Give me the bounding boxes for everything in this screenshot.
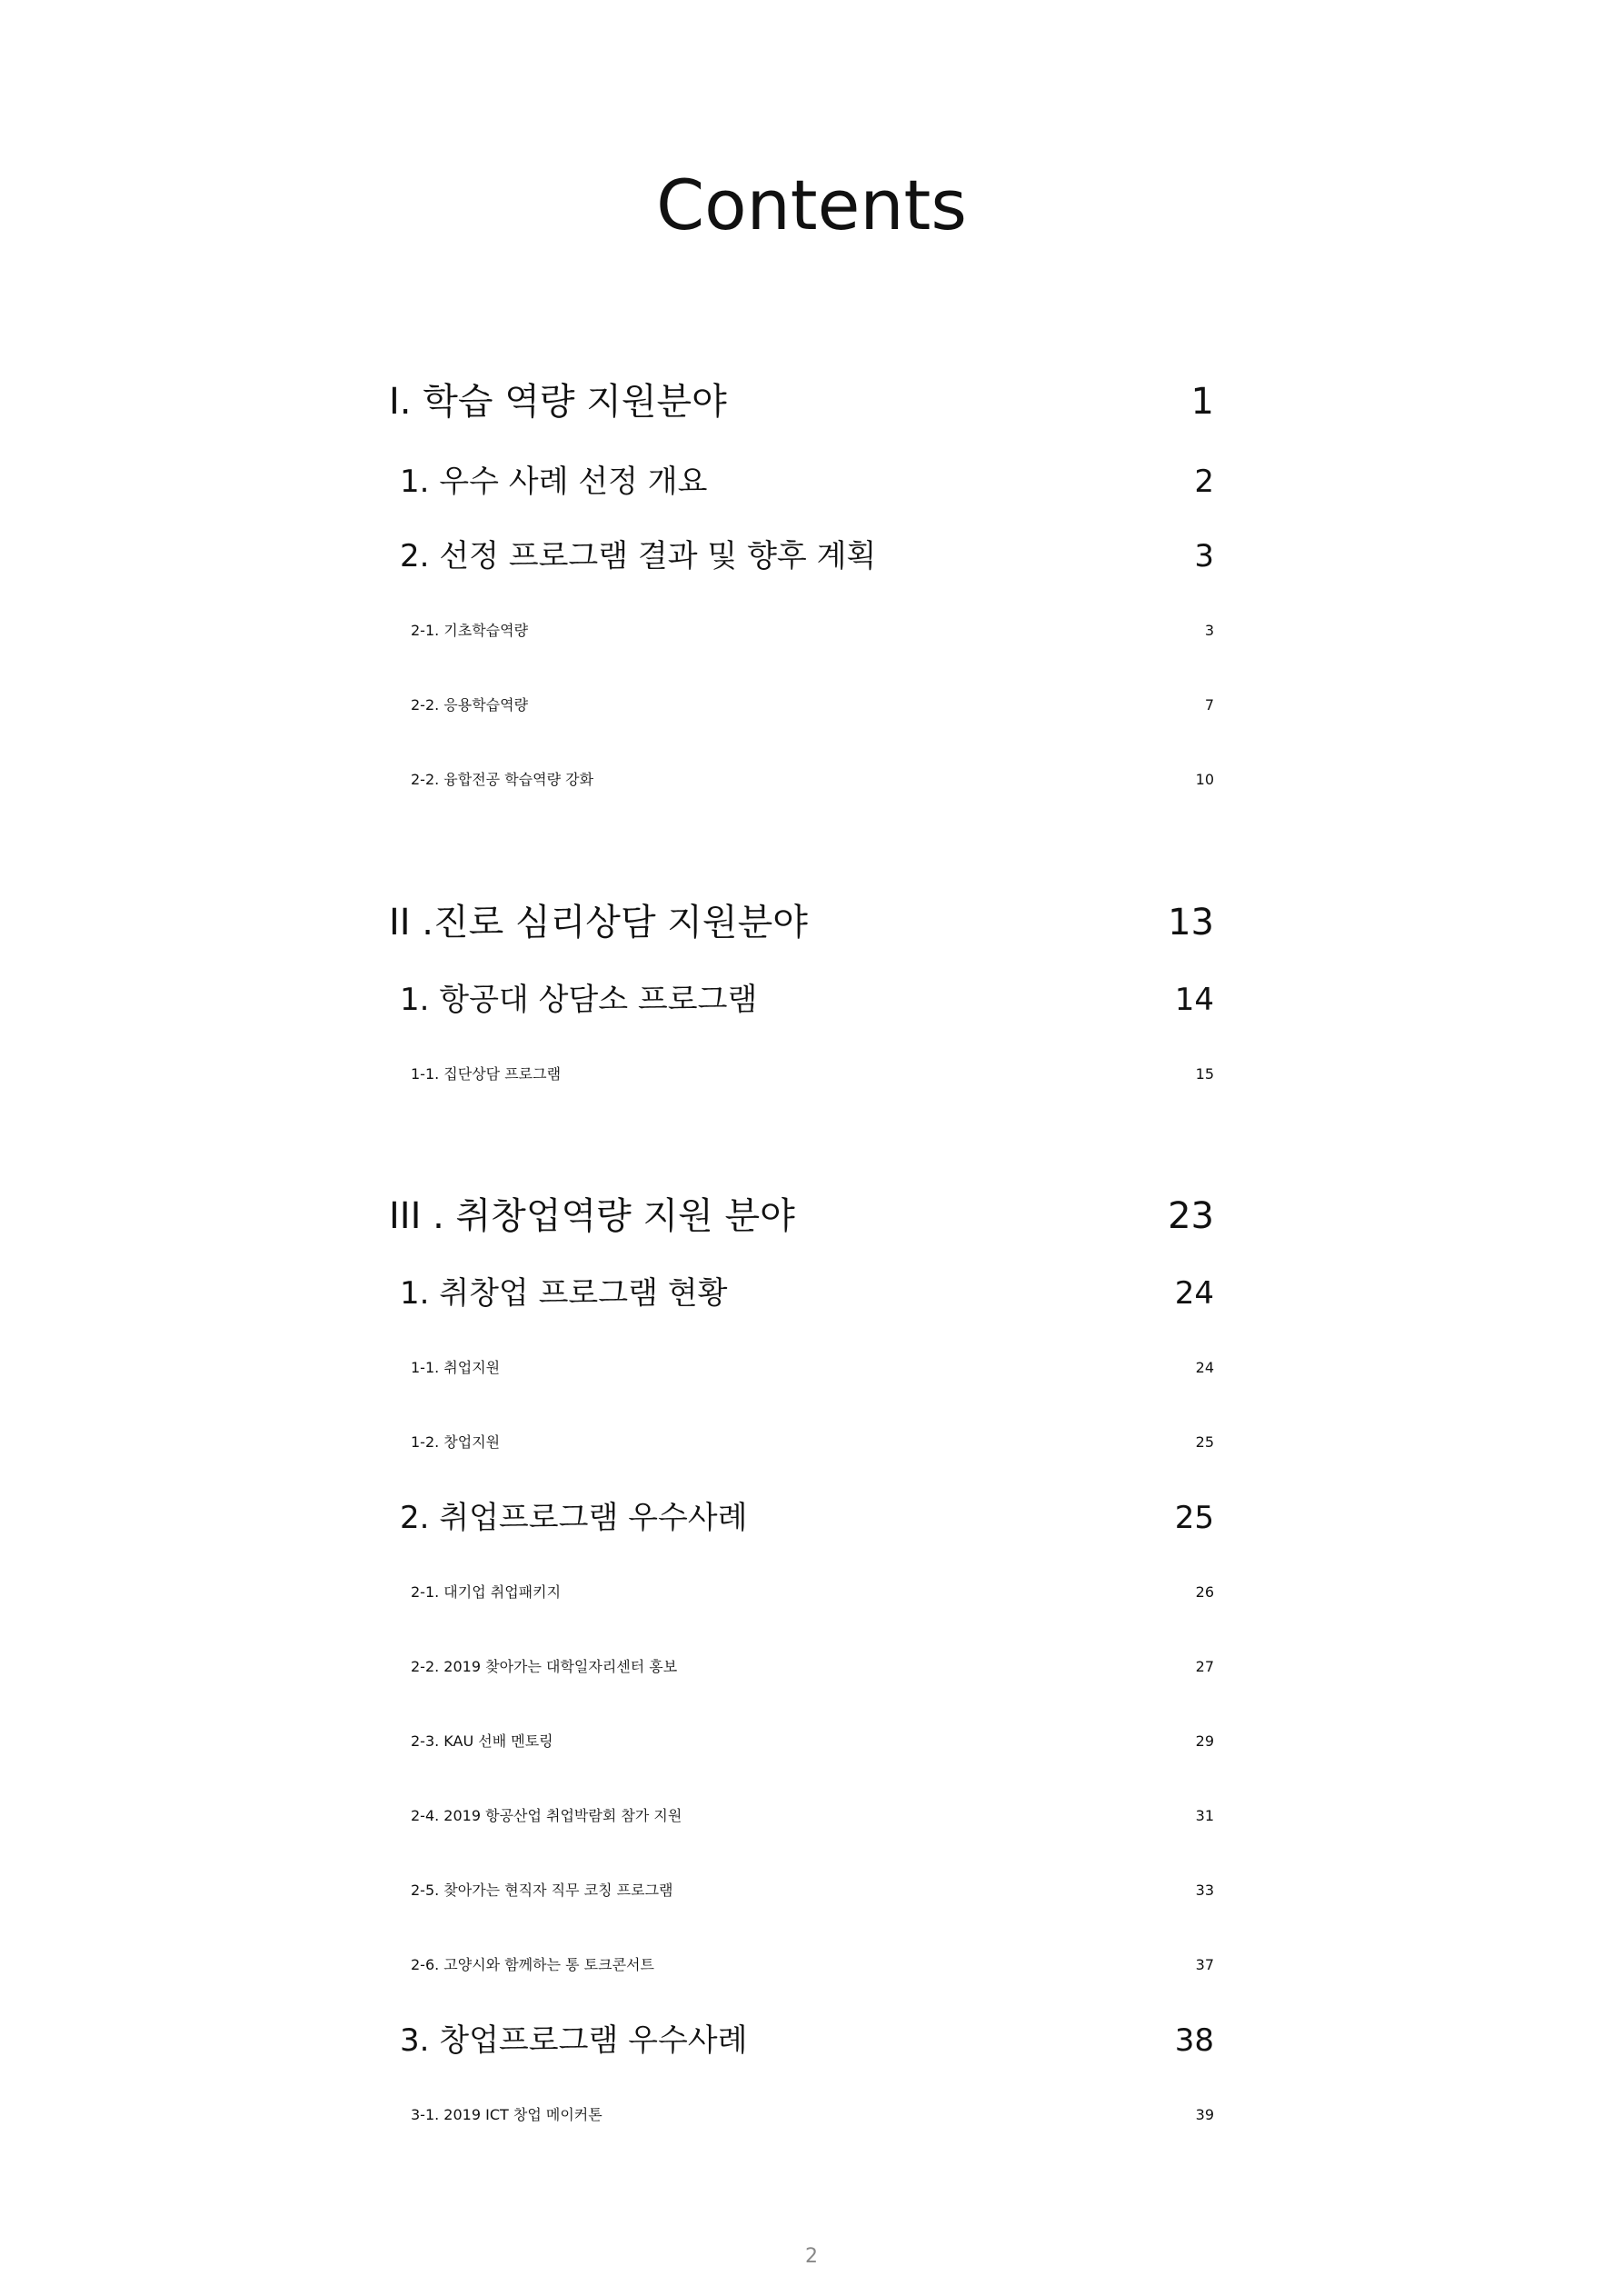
toc-entry-page: 24 [1174,1275,1214,1312]
toc-entry[interactable] [0,529,1623,584]
toc-entry-page: 7 [1204,696,1214,714]
toc-subentry[interactable] [0,2088,1623,2142]
page-title: Contents [656,165,967,245]
toc-entry[interactable] [0,973,1623,1027]
toc-entry-label: 3. 창업프로그램 우수사례 [400,2022,748,2059]
toc-subentry[interactable] [0,604,1623,658]
toc-section-3[interactable] [0,1189,1623,1243]
toc-entry-page: 25 [1174,1500,1214,1536]
toc-entry-label: 2-2. 융합전공 학습역량 강화 [411,771,594,788]
toc-subentry[interactable] [0,1714,1623,1769]
toc-entry-page: 25 [1195,1433,1214,1451]
toc-entry-label: 1. 항공대 상담소 프로그램 [400,982,758,1018]
toc-entry-label: 2-3. KAU 선배 멘토링 [411,1732,553,1750]
toc-entry-page: 31 [1195,1807,1214,1824]
toc-subentry[interactable] [0,1047,1623,1102]
toc-entry-page: 23 [1168,1195,1214,1237]
toc-subentry[interactable] [0,1341,1623,1395]
toc-entry-page: 38 [1174,2022,1214,2059]
toc-entry-label: 2. 선정 프로그램 결과 및 향후 계획 [400,538,877,574]
toc-subentry[interactable] [0,1863,1623,1918]
toc-entry-label: 1-1. 집단상담 프로그램 [411,1065,562,1083]
toc-entry-label: 2-1. 대기업 취업패키지 [411,1583,562,1601]
toc-section-2[interactable] [0,895,1623,950]
toc-subentry[interactable] [0,1938,1623,1992]
toc-entry-page: 24 [1195,1359,1214,1376]
toc-entry-label: 1. 우수 사례 선정 개요 [400,464,708,500]
toc-entry-label: 2-4. 2019 항공산업 취업박람회 참가 지원 [411,1807,682,1824]
toc-entry-page: 15 [1195,1065,1214,1083]
toc-entry-label: 2-2. 2019 찾아가는 대학일자리센터 홍보 [411,1658,678,1675]
toc-entry-label: 2-6. 고양시와 함께하는 통 토크콘서트 [411,1956,654,1973]
toc-entry-page: 39 [1195,2106,1214,2123]
toc-entry[interactable] [0,1491,1623,1545]
toc-entry-label: 2-2. 응용학습역량 [411,696,529,714]
toc-entry-label: 1-1. 취업지원 [411,1359,501,1376]
toc-subentry[interactable] [0,678,1623,733]
toc-entry[interactable] [0,2013,1623,2068]
toc-entry-page: 3 [1204,622,1214,639]
toc-entry-page: 29 [1195,1732,1214,1750]
toc-entry-label: II .진로 심리상담 지원분야 [389,902,808,943]
toc-entry-page: 10 [1195,771,1214,788]
toc-entry-label: Ⅰ. 학습 역량 지원분야 [389,381,727,423]
toc-entry[interactable] [0,1266,1623,1321]
toc-section-1[interactable] [0,374,1623,429]
toc-subentry[interactable] [0,1640,1623,1694]
toc-entry-page: 2 [1194,464,1214,500]
toc-subentry[interactable] [0,1789,1623,1843]
toc-entry-page: 1 [1190,381,1214,423]
toc-entry-label: 3-1. 2019 ICT 창업 메이커톤 [411,2106,602,2123]
toc-entry-label: III . 취창업역량 지원 분야 [389,1195,795,1237]
toc-subentry[interactable] [0,1415,1623,1470]
toc-entry-page: 3 [1194,538,1214,574]
toc-entry-label: 2-1. 기초학습역량 [411,622,529,639]
toc-entry-label: 1. 취창업 프로그램 현황 [400,1275,728,1312]
toc-entry-page: 13 [1168,902,1214,943]
toc-entry-label: 1-2. 창업지원 [411,1433,501,1451]
toc-entry-label: 2-5. 찾아가는 현직자 직무 코칭 프로그램 [411,1882,673,1899]
toc-entry-page: 27 [1195,1658,1214,1675]
toc-entry-label: 2. 취업프로그램 우수사례 [400,1500,748,1536]
toc-entry-page: 33 [1195,1882,1214,1899]
toc-entry[interactable] [0,454,1623,509]
toc-entry-page: 14 [1174,982,1214,1018]
toc-subentry[interactable] [0,1565,1623,1620]
page-number: 2 [805,2245,818,2268]
toc-subentry[interactable] [0,753,1623,807]
toc-entry-page: 26 [1195,1583,1214,1601]
toc-entry-page: 37 [1195,1956,1214,1973]
